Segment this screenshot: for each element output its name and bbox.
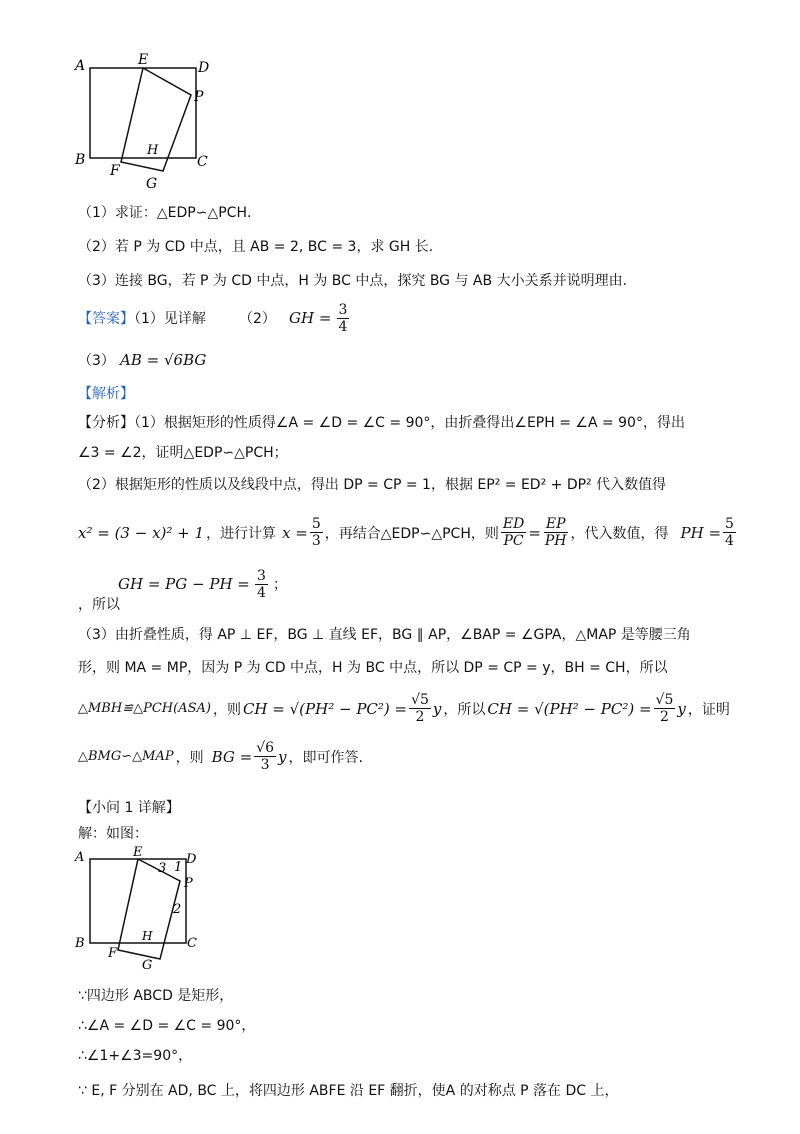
- answer-tag: 【答案】: [78, 311, 134, 327]
- label-H: H: [147, 143, 159, 158]
- analysis-line-1: 【分析】（1）根据矩形的性质得∠A = ∠D = ∠C = 90°，由折叠得出∠EPH = ∠A = 90°，得出: [78, 415, 685, 431]
- solution-intro: 解：如图：: [78, 826, 148, 842]
- solution-step-3: ∴∠1+∠3=90°，: [78, 1048, 193, 1064]
- label-C: C: [197, 154, 208, 170]
- label-A: A: [75, 58, 86, 74]
- label-E: E: [138, 52, 149, 68]
- angle-label-1: 1: [174, 860, 183, 875]
- y-var-3: y: [278, 747, 287, 766]
- quadratic-equation: x² = (3 − x)² + 1: [78, 523, 205, 542]
- geometry-figure-1: [70, 48, 220, 193]
- folded-quadrilateral-2: [118, 859, 183, 959]
- x-fraction: [310, 516, 323, 549]
- analysis-line-2: ∠3 = ∠2，证明△EDP∽△PCH；: [78, 445, 288, 461]
- ch-expression-1: CH = √(PH² − PC²) =: [242, 699, 408, 718]
- question-3: （3）连接 BG，若 P 为 CD 中点，H 为 BC 中点，探究 BG 与 AB 大小关系并说明理由.: [78, 273, 628, 289]
- ch-fraction-1: [409, 692, 431, 725]
- analysis-line-3: （2）根据矩形的性质以及线段中点，得出 DP = CP = 1，根据 EP² = ED² + DP² 代入数值得: [78, 477, 667, 493]
- suoyi-text-2: ，所以: [443, 701, 486, 718]
- answer-gh-fraction: [337, 302, 350, 335]
- label-D-2: D: [186, 852, 197, 867]
- label-F: F: [110, 163, 120, 179]
- zhengming-text: ，证明: [687, 701, 730, 718]
- ph-fraction: [723, 516, 736, 549]
- question-1: （1）求证：△EDP∽△PCH．: [78, 205, 261, 221]
- equals-sign: =: [528, 523, 541, 542]
- congruence-statement: △MBH≌△PCH(ASA): [78, 701, 211, 716]
- compute-text: ，进行计算: [206, 525, 277, 542]
- label-C-2: C: [187, 936, 197, 951]
- suoyi-text: ，所以: [78, 597, 120, 613]
- ed-pc-fraction: [501, 516, 526, 549]
- solution-step-4: ∵ E, F 分别在 AD, BC 上，将四边形 ABFE 沿 EF 翻折，使A 的对称点 P 落在 DC 上，: [78, 1083, 619, 1099]
- solution-step-2: ∴∠A = ∠D = ∠C = 90°，: [78, 1018, 256, 1034]
- question-2: （2）若 P 为 CD 中点，且 AB = 2, BC = 3，求 GH 长.: [78, 239, 434, 255]
- label-D: D: [198, 60, 210, 76]
- gh-fraction: [255, 568, 268, 601]
- geometry-figure-2: [70, 843, 220, 973]
- gh-expression: GH = PG − PH =: [118, 575, 250, 593]
- label-G: G: [146, 176, 158, 192]
- bg-num: √6: [256, 740, 275, 756]
- label-G-2: G: [142, 958, 153, 973]
- ch-expression-2: CH = √(PH² − PC²) =: [487, 699, 652, 718]
- ph-den-value: 4: [725, 533, 734, 549]
- x-num: 5: [311, 516, 321, 532]
- answer-part-2-label: （2）: [239, 311, 276, 327]
- ze-text: ，则: [212, 701, 241, 718]
- answer-gh-num: 3: [338, 302, 348, 318]
- ch-num-1: √5: [411, 692, 429, 708]
- label-E-2: E: [133, 845, 143, 860]
- y-var-2: y: [677, 699, 686, 718]
- label-B-2: B: [75, 936, 85, 951]
- x-lhs: x =: [282, 523, 308, 542]
- gh-den: 4: [256, 585, 266, 601]
- angle-label-2: 2: [173, 902, 182, 917]
- ep-ph-fraction: [543, 516, 569, 549]
- analysis-line-7: 形，则 MA = MP，因为 P 为 CD 中点，H 为 BC 中点，所以 DP = CP = y，BH = CH，所以: [78, 660, 668, 676]
- analysis-line-8: [78, 692, 730, 725]
- ch-num-2: √5: [655, 692, 674, 708]
- y-var-1: y: [432, 699, 442, 718]
- ch-fraction-2: [654, 692, 676, 725]
- answer-line-1: [78, 302, 349, 335]
- ed-num: ED: [502, 516, 525, 532]
- answer-part-1: （1）见详解: [134, 311, 206, 327]
- answer-line-2: [78, 350, 206, 370]
- rectangle-abcd-2: [90, 859, 186, 943]
- detail-tag: 【小问 1 详解】: [78, 800, 180, 816]
- answer-gh-den: 4: [338, 319, 348, 335]
- substitute-text: ，代入数值，得: [570, 525, 669, 542]
- answer-ab-relation: AB = √6BG: [120, 351, 207, 369]
- label-B: B: [75, 152, 86, 168]
- answer-part-3-label: （3）: [78, 353, 115, 369]
- ph-den: PH: [544, 533, 567, 549]
- ph-num: 5: [725, 516, 734, 532]
- bg-lhs: BG =: [211, 747, 253, 766]
- bg-fraction: [254, 740, 276, 773]
- analysis-line-6: （3）由折叠性质，得 AP ⊥ EF，BG ⊥ 直线 EF，BG ∥ AP，∠BAP = ∠GPA，△MAP 是等腰三角: [78, 627, 691, 643]
- bg-den: 3: [260, 757, 270, 773]
- similarity-statement: △BMG∽△MAP: [78, 749, 174, 764]
- combine-text: ，再结合△EDP∽△PCH，则: [324, 525, 499, 542]
- solution-step-1: ∵四边形 ABCD 是矩形，: [78, 988, 234, 1004]
- analysis-line-4: [78, 516, 736, 549]
- semicolon: ；: [272, 577, 287, 593]
- rectangle-abcd: [90, 68, 196, 158]
- ending-text: ，即可作答.: [288, 749, 363, 766]
- analysis-line-9: [78, 740, 363, 773]
- ze-text-2: ，则: [175, 749, 204, 766]
- gh-num: 3: [256, 568, 266, 584]
- ep-num: EP: [545, 516, 566, 532]
- x-den: 3: [311, 533, 321, 549]
- analysis-tag: 【解析】: [78, 386, 134, 402]
- angle-label-3: 3: [158, 861, 167, 876]
- ch-den-1: 2: [415, 709, 425, 725]
- ch-den-2: 2: [660, 709, 669, 725]
- label-F-2: F: [108, 946, 118, 961]
- ph-lhs: PH =: [680, 523, 722, 542]
- label-P: P: [194, 89, 204, 105]
- label-P-2: P: [184, 876, 193, 891]
- label-A-2: A: [75, 850, 85, 865]
- answer-gh-lhs: GH =: [289, 309, 332, 327]
- pc-den: PC: [503, 533, 524, 549]
- label-H-2: H: [142, 929, 153, 943]
